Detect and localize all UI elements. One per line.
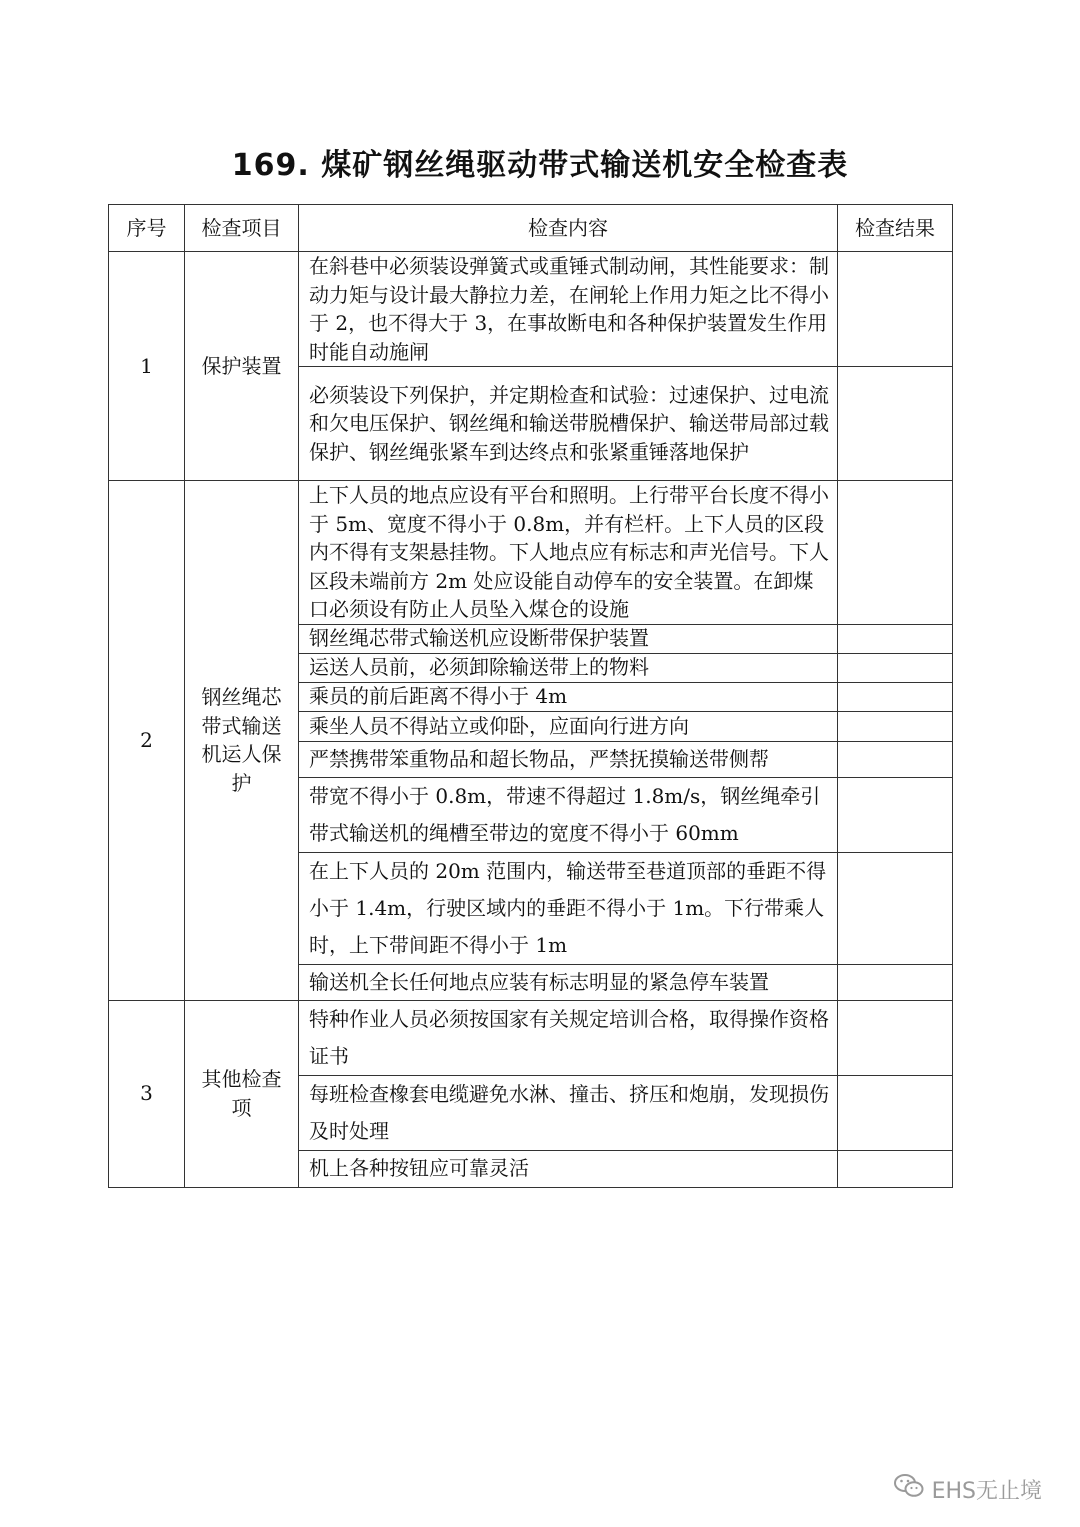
content-cell: 严禁携带笨重物品和超长物品，严禁抚摸输送带侧帮 <box>299 741 838 777</box>
header-seq: 序号 <box>109 205 185 252</box>
result-cell[interactable] <box>838 653 953 682</box>
result-cell[interactable] <box>838 1000 953 1075</box>
content-cell: 输送机全长任何地点应装有标志明显的紧急停车装置 <box>299 964 838 1000</box>
result-cell[interactable] <box>838 367 953 481</box>
header-content: 检查内容 <box>299 205 838 252</box>
header-result: 检查结果 <box>838 205 953 252</box>
item-cell: 钢丝绳芯带式输送机运人保护 <box>185 481 299 1001</box>
table-row <box>109 1000 953 1075</box>
result-cell[interactable] <box>838 711 953 741</box>
result-cell[interactable] <box>838 852 953 964</box>
result-cell[interactable] <box>838 964 953 1000</box>
checklist-table <box>108 204 953 1188</box>
content-cell: 在上下人员的 20m 范围内，输送带至巷道顶部的垂距不得小于 1.4m，行驶区域内的垂距不得小于 1m。下行带乘人时，上下带间距不得小于 1m <box>299 852 838 964</box>
result-cell[interactable] <box>838 624 953 653</box>
content-cell: 机上各种按钮应可靠灵活 <box>299 1150 838 1187</box>
table-row <box>109 252 953 367</box>
result-cell[interactable] <box>838 777 953 852</box>
item-cell: 其他检查项 <box>185 1000 299 1187</box>
content-cell: 乘员的前后距离不得小于 4m <box>299 682 838 711</box>
result-cell[interactable] <box>838 1075 953 1150</box>
result-cell[interactable] <box>838 481 953 625</box>
item-cell: 保护装置 <box>185 252 299 481</box>
result-cell[interactable] <box>838 741 953 777</box>
content-cell: 上下人员的地点应设有平台和照明。上行带平台长度不得小于 5m、宽度不得小于 0.8m，并有栏杆。上下人员的区段内不得有支架悬挂物。下人地点应有标志和声光信号。下人区段未端前方 2m 处应设能自动停车的安全装置。在卸煤口必须设有防止人员坠入煤仓的设施 <box>299 481 838 625</box>
content-cell: 乘坐人员不得站立或仰卧，应面向行进方向 <box>299 711 838 741</box>
content-cell: 特种作业人员必须按国家有关规定培训合格，取得操作资格证书 <box>299 1000 838 1075</box>
page-title: 169. 煤矿钢丝绳驱动带式输送机安全检查表 <box>231 148 849 183</box>
result-cell[interactable] <box>838 682 953 711</box>
content-cell: 每班检查橡套电缆避免水淋、撞击、挤压和炮崩，发现损伤及时处理 <box>299 1075 838 1150</box>
content-cell: 运送人员前，必须卸除输送带上的物料 <box>299 653 838 682</box>
seq-cell: 2 <box>109 481 185 1001</box>
content-cell: 带宽不得小于 0.8m，带速不得超过 1.8m/s，钢丝绳牵引带式输送机的绳槽至带边的宽度不得小于 60mm <box>299 777 838 852</box>
wechat-icon <box>894 1473 924 1505</box>
header-item: 检查项目 <box>185 205 299 252</box>
header-row <box>109 205 953 252</box>
seq-cell: 1 <box>109 252 185 481</box>
watermark <box>894 1473 1042 1505</box>
result-cell[interactable] <box>838 1150 953 1187</box>
content-cell: 钢丝绳芯带式输送机应设断带保护装置 <box>299 624 838 653</box>
watermark-text: EHS无止境 <box>931 1478 1042 1504</box>
result-cell[interactable] <box>838 252 953 367</box>
table-row <box>109 481 953 625</box>
content-cell: 在斜巷中必须装设弹簧式或重锤式制动闸，其性能要求：制动力矩与设计最大静拉力差，在闸轮上作用力矩之比不得小于 2，也不得大于 3，在事故断电和各种保护装置发生作用时能自动施闸 <box>299 252 838 367</box>
seq-cell: 3 <box>109 1000 185 1187</box>
content-cell: 必须装设下列保护，并定期检查和试验：过速保护、过电流和欠电压保护、钢丝绳和输送带脱槽保护、输送带局部过载保护、钢丝绳张紧车到达终点和张紧重锤落地保护 <box>299 367 838 481</box>
